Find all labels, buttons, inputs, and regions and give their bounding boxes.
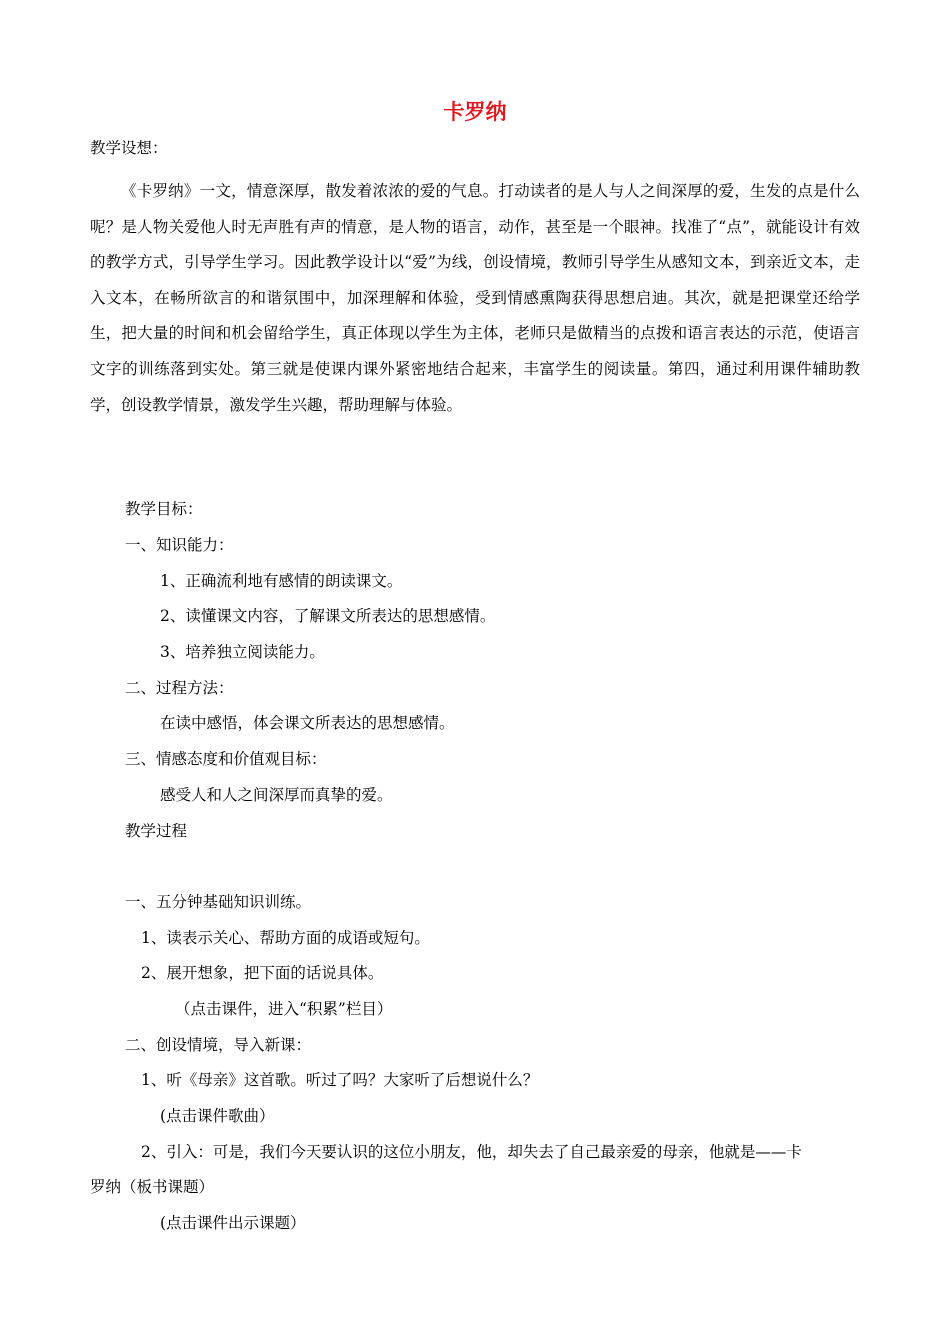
goal1-item: 1、正确流利地有感情的朗读课文。	[160, 572, 403, 590]
goal2-text: 在读中感悟，体会课文所表达的思想感情。	[160, 714, 455, 732]
design-heading: 教学设想：	[90, 139, 168, 157]
goal3-text: 感受人和人之间深厚而真挚的爱。	[160, 786, 393, 804]
step1-heading: 一、五分钟基础知识训练。	[125, 893, 312, 911]
step2-item: 1、听《母亲》这首歌。听过了吗？大家听了后想说什么？	[141, 1071, 539, 1089]
process-heading: 教学过程	[125, 822, 188, 840]
goals-heading: 教学目标：	[125, 500, 203, 518]
goal2-heading: 二、过程方法：	[125, 679, 234, 697]
step1-item: 1、读表示关心、帮助方面的成语或短句。	[141, 929, 430, 947]
goal1-heading: 一、知识能力：	[125, 536, 234, 554]
step1-note: （点击课件，进入“积累”栏目）	[175, 1000, 393, 1018]
goal1-item: 3、培养独立阅读能力。	[160, 643, 325, 661]
step2-note: (点击课件歌曲）	[160, 1107, 275, 1125]
goal1-item: 2、读懂课文内容，了解课文所表达的思想感情。	[160, 607, 496, 625]
step1-item: 2、展开想象，把下面的话说具体。	[141, 964, 384, 982]
document-title: 卡罗纳	[443, 100, 507, 124]
step2-item-continuation: 罗纳（板书课题）	[90, 1178, 215, 1196]
goal3-heading: 三、情感态度和价值观目标：	[125, 750, 327, 768]
step2-item: 2、引入：可是，我们今天要认识的这位小朋友，他，却失去了自己最亲爱的母亲，他就是——卡	[141, 1143, 802, 1161]
step2-note: (点击课件出示课题）	[160, 1214, 306, 1232]
design-paragraph: 《卡罗纳》一文，情意深厚，散发着浓浓的爱的气息。打动读者的是人与人之间深厚的爱，生发的点是什么呢？是人物关爱他人时无声胜有声的情意，是人物的语言，动作，甚至是一个眼神。找准了“点”，就能设计有效的教学方式，引导学生学习。因此教学设计以“爱”为线，创设情境，教师引导学生从感知文本，到亲近文本，走入文本，在畅所欲言的和谐氛围中，加深理解和体验，受到情感熏陶获得思想启迪。其次，就是把课堂还给学生，把大量的时间和机会留给学生，真正体现以学生为主体，老师只是做精当的点拨和语言表达的示范，使语言文字的训练落到实处。第三就是使课内课外紧密地结合起来，丰富学生的阅读量。第四，通过利用课件辅助教学，创设教学情景，激发学生兴趣，帮助理解与体验。	[90, 182, 860, 414]
step2-heading: 二、创设情境，导入新课：	[125, 1036, 312, 1054]
